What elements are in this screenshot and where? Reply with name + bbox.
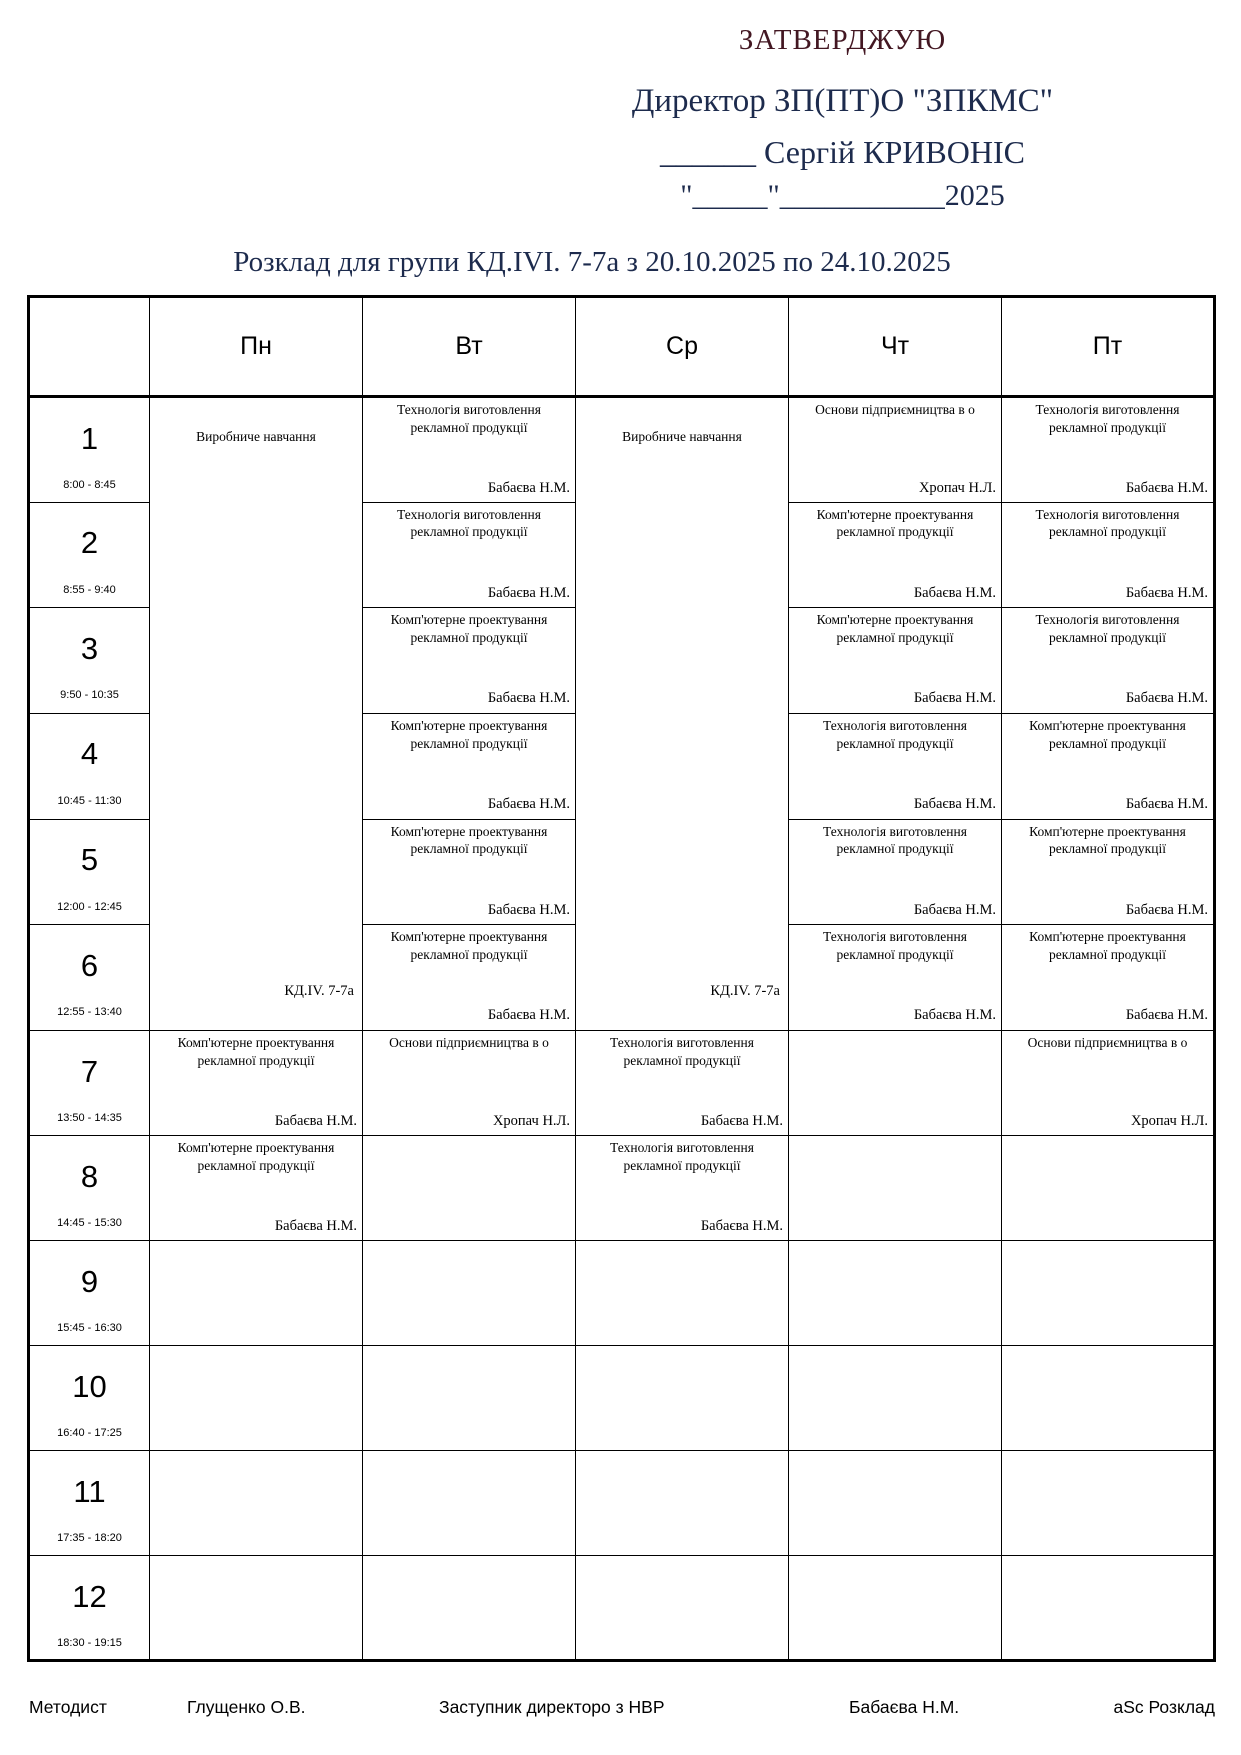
subject-label: Комп'ютерне проектування рекламної продукції — [1029, 717, 1186, 751]
subject-label: Комп'ютерне проектування рекламної продукції — [177, 1035, 335, 1068]
approval-stamp: ЗАТВЕРДЖУЮ — [738, 24, 947, 56]
period-time: 12:00 - 12:45 — [57, 900, 122, 913]
subject-label: Технологія виготовлення рекламної продукції — [397, 402, 541, 435]
subject-label: Комп'ютерне проектування рекламної продукції — [1029, 823, 1186, 857]
period-number: 12 — [72, 1578, 107, 1614]
teacher-label: Бабаєва Н.М. — [487, 584, 570, 601]
period-number: 9 — [80, 1263, 99, 1299]
subject-label: Основи підприємництва в о — [389, 1035, 549, 1050]
lesson-cell — [363, 819, 576, 925]
period-cell — [29, 1031, 150, 1136]
lesson-cell — [1002, 1031, 1215, 1136]
lesson-cell — [363, 1031, 576, 1136]
date-line: "_____"___________2025 — [680, 179, 1005, 212]
teacher-label: Бабаєва Н.М. — [1125, 901, 1208, 918]
teacher-label — [1002, 1235, 1213, 1237]
subject-label — [789, 1136, 1001, 1139]
teacher-label: Бабаєва Н.М. — [913, 795, 996, 812]
subject-label: Комп'ютерне проектування рекламної продукції — [390, 823, 548, 857]
footer — [27, 1697, 1215, 1721]
day-header-wed: Ср — [576, 297, 789, 397]
deputy-name: Бабаєва Н.М. — [849, 1697, 960, 1717]
period-cell — [29, 1556, 150, 1661]
lesson-cell — [363, 713, 576, 819]
period-number: 2 — [80, 525, 99, 561]
lesson-cell — [576, 1556, 789, 1661]
period-cell — [29, 1241, 150, 1346]
teacher-label: Бабаєва Н.М. — [913, 690, 996, 707]
lesson-cell — [150, 1241, 363, 1346]
period-time: 8:55 - 9:40 — [63, 583, 116, 596]
teacher-label: Хропач Н.Л. — [492, 1113, 570, 1129]
lesson-cell — [363, 397, 576, 503]
period-time: 9:50 - 10:35 — [60, 689, 119, 702]
period-cell — [29, 819, 150, 925]
period-time: 13:50 - 14:35 — [57, 1112, 122, 1124]
day-header-tue: Вт — [363, 297, 576, 397]
period-cell — [29, 608, 150, 714]
lesson-cell — [789, 1241, 1002, 1346]
teacher-label: Хропач Н.Л. — [918, 480, 996, 496]
lesson-cell — [576, 1451, 789, 1556]
period-cell — [29, 502, 150, 608]
lesson-cell — [576, 1346, 789, 1451]
lesson-cell — [150, 1346, 363, 1451]
lesson-cell — [150, 1556, 363, 1661]
lesson-cell — [150, 1136, 363, 1241]
day-header-mon: Пн — [150, 297, 363, 397]
subject-label: Комп'ютерне проектування рекламної продукції — [390, 929, 548, 962]
period-number: 8 — [80, 1158, 99, 1194]
lesson-cell — [1002, 1346, 1215, 1451]
schedule-title: Розклад для групи КД.IVI. 7-7а з 20.10.2025 по 24.10.2025 — [233, 246, 951, 278]
subject-label: Технологія виготовлення рекламної продукції — [823, 717, 967, 751]
director-line: Директор ЗП(ПТ)О "ЗПКМС" — [631, 83, 1054, 119]
deputy-label: Заступник директоро з НВР — [439, 1697, 665, 1717]
period-cell — [29, 1346, 150, 1451]
teacher-label: Бабаєва Н.М. — [487, 901, 570, 918]
teacher-label: Бабаєва Н.М. — [913, 1007, 996, 1024]
lesson-cell — [1002, 819, 1215, 925]
asc-app-name: aSc Розклад — [1113, 1697, 1215, 1717]
teacher-label — [789, 1235, 1001, 1237]
subject-label — [1002, 1136, 1213, 1139]
period-time: 8:00 - 8:45 — [63, 479, 116, 491]
day-header-thu: Чт — [789, 297, 1002, 397]
lesson-cell — [789, 819, 1002, 925]
lesson-cell — [1002, 1556, 1215, 1661]
period-number: 3 — [80, 630, 99, 666]
teacher-label: Бабаєва Н.М. — [487, 1007, 570, 1024]
lesson-cell — [789, 925, 1002, 1031]
subject-label: Основи підприємництва в о — [1027, 1035, 1188, 1050]
teacher-label: Бабаєва Н.М. — [700, 1113, 783, 1129]
teacher-label: Бабаєва Н.М. — [487, 690, 570, 707]
teacher-label: Бабаєва Н.М. — [487, 795, 570, 812]
period-number: 6 — [80, 947, 99, 983]
lesson-cell — [789, 1451, 1002, 1556]
teacher-label: Бабаєва Н.М. — [274, 1113, 357, 1129]
period-number: 10 — [72, 1368, 107, 1404]
lesson-cell — [1002, 502, 1215, 608]
lesson-cell — [576, 1241, 789, 1346]
subject-label: Технологія виготовлення рекламної продукції — [1035, 506, 1180, 540]
subject-label: Основи підприємництва в о — [815, 402, 975, 417]
group-label: КД.IV. 7-7а — [710, 983, 780, 999]
methodist-name: Глущенко О.В. — [187, 1697, 306, 1717]
methodist-label: Методист — [29, 1697, 107, 1717]
subject-label: Технологія виготовлення рекламної продукції — [823, 823, 967, 857]
subject-label: Комп'ютерне проектування рекламної продукції — [390, 717, 548, 751]
teacher-label — [789, 1130, 1001, 1132]
timetable — [27, 295, 1216, 1662]
teacher-label — [363, 1235, 575, 1237]
signature-line: ______ Сергій КРИВОНІС — [660, 134, 1025, 170]
lesson-cell — [363, 502, 576, 608]
subject-label: Комп'ютерне проектування рекламної продукції — [390, 612, 548, 645]
lesson-cell — [789, 713, 1002, 819]
lesson-cell — [150, 1451, 363, 1556]
period-number: 1 — [80, 420, 99, 456]
period-time: 18:30 - 19:15 — [57, 1637, 122, 1649]
subject-label: Технологія виготовлення рекламної продукції — [1035, 612, 1180, 645]
lesson-cell — [789, 1346, 1002, 1451]
lesson-cell — [363, 1346, 576, 1451]
table-row — [29, 397, 1215, 503]
lesson-cell — [363, 1241, 576, 1346]
lesson-cell — [789, 1031, 1002, 1136]
lesson-cell — [789, 502, 1002, 608]
lesson-cell — [789, 608, 1002, 714]
subject-label: Комп'ютерне проектування рекламної продукції — [816, 506, 974, 540]
day-header-fri: Пт — [1002, 297, 1215, 397]
period-cell — [29, 713, 150, 819]
lesson-cell — [1002, 1451, 1215, 1556]
lesson-cell — [363, 1556, 576, 1661]
subject-label: Технологія виготовлення рекламної продукції — [823, 929, 967, 962]
teacher-label: Бабаєва Н.М. — [487, 480, 570, 496]
table-row — [29, 1451, 1215, 1556]
period-time: 10:45 - 11:30 — [57, 794, 122, 807]
table-row — [29, 1136, 1215, 1241]
subject-label: Технологія виготовлення рекламної продукції — [610, 1035, 754, 1068]
period-time: 16:40 - 17:25 — [57, 1427, 122, 1439]
lesson-cell — [1002, 1241, 1215, 1346]
header-row — [29, 297, 1215, 397]
corner-cell — [29, 297, 150, 397]
lesson-cell — [363, 1451, 576, 1556]
practice-block-monday — [150, 397, 363, 1031]
practice-block-wednesday — [576, 397, 789, 1031]
period-number: 4 — [80, 736, 99, 772]
period-cell — [29, 1136, 150, 1241]
subject-label — [789, 1031, 1001, 1034]
lesson-cell — [576, 1031, 789, 1136]
period-time: 14:45 - 15:30 — [57, 1217, 122, 1229]
subject-label: Комп'ютерне проектування рекламної продукції — [1029, 929, 1186, 962]
lesson-cell — [363, 1136, 576, 1241]
period-cell — [29, 397, 150, 503]
period-time: 15:45 - 16:30 — [57, 1322, 122, 1334]
lesson-cell — [576, 1136, 789, 1241]
teacher-label: Бабаєва Н.М. — [1125, 584, 1208, 601]
subject-label: Комп'ютерне проектування рекламної продукції — [177, 1140, 335, 1173]
teacher-label: Бабаєва Н.М. — [700, 1218, 783, 1234]
table-row — [29, 1346, 1215, 1451]
period-cell — [29, 1451, 150, 1556]
period-time: 12:55 - 13:40 — [57, 1006, 122, 1019]
period-number: 7 — [80, 1053, 99, 1089]
lesson-cell — [363, 608, 576, 714]
subject-label: Виробниче навчання — [622, 429, 742, 444]
lesson-cell — [789, 1556, 1002, 1661]
lesson-cell — [1002, 608, 1215, 714]
teacher-label: Бабаєва Н.М. — [1125, 1007, 1208, 1024]
lesson-cell — [1002, 397, 1215, 503]
period-time: 17:35 - 18:20 — [57, 1532, 122, 1544]
lesson-cell — [1002, 713, 1215, 819]
group-label: КД.IV. 7-7а — [284, 983, 354, 999]
lesson-cell — [363, 925, 576, 1031]
teacher-label: Бабаєва Н.М. — [1125, 795, 1208, 812]
lesson-cell — [150, 1031, 363, 1136]
table-row — [29, 1031, 1215, 1136]
teacher-label: Бабаєва Н.М. — [274, 1218, 357, 1234]
period-number: 5 — [80, 842, 99, 878]
lesson-cell — [1002, 925, 1215, 1031]
subject-label — [363, 1136, 575, 1139]
teacher-label: Бабаєва Н.М. — [913, 901, 996, 918]
subject-label: Комп'ютерне проектування рекламної продукції — [816, 612, 974, 645]
period-number: 11 — [73, 1473, 106, 1509]
subject-label: Технологія виготовлення рекламної продукції — [610, 1140, 754, 1173]
table-row — [29, 1241, 1215, 1346]
teacher-label: Бабаєва Н.М. — [1125, 480, 1208, 496]
subject-label: Виробниче навчання — [196, 429, 316, 444]
teacher-label: Бабаєва Н.М. — [913, 584, 996, 601]
teacher-label: Бабаєва Н.М. — [1125, 690, 1208, 707]
subject-label: Технологія виготовлення рекламної продукції — [397, 506, 541, 540]
table-row — [29, 1556, 1215, 1661]
approval-block — [555, 24, 1130, 213]
teacher-label: Хропач Н.Л. — [1130, 1113, 1208, 1129]
lesson-cell — [1002, 1136, 1215, 1241]
lesson-cell — [789, 397, 1002, 503]
lesson-cell — [789, 1136, 1002, 1241]
period-cell — [29, 925, 150, 1031]
subject-label: Технологія виготовлення рекламної продукції — [1035, 402, 1180, 435]
